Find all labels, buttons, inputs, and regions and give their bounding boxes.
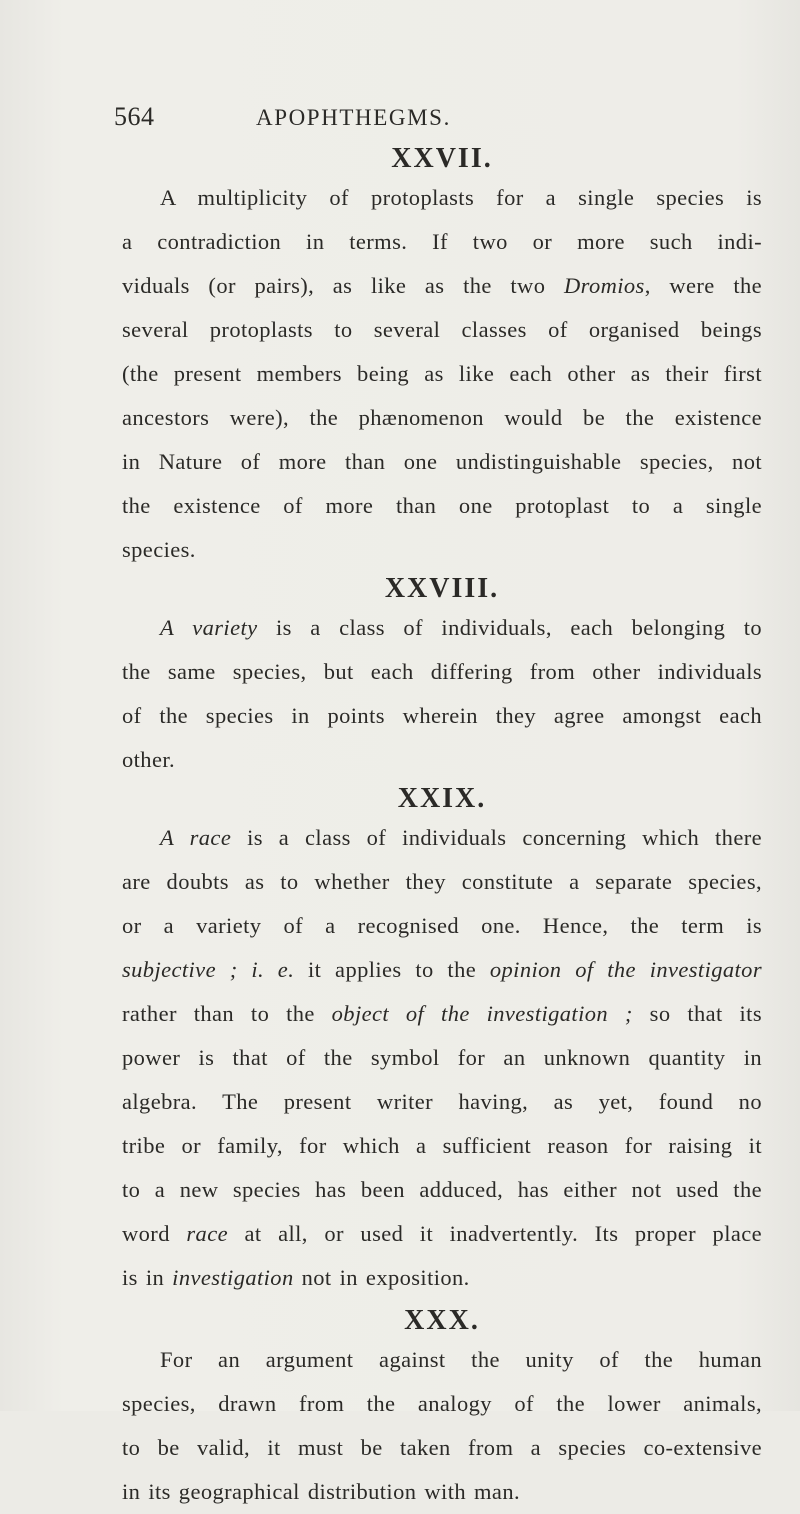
section-heading-xxx: XXX. bbox=[404, 1305, 480, 1336]
text-line: tribe or family, for which a sufficient reason for raising it bbox=[122, 1133, 762, 1158]
text-line: of the species in points wherein they agree amongst each bbox=[122, 703, 762, 728]
text-line: to a new species has been adduced, has either not used the bbox=[122, 1177, 762, 1202]
text-line bbox=[122, 948, 762, 992]
text-segment: word bbox=[122, 1221, 187, 1246]
italic-term: A variety bbox=[160, 615, 258, 640]
text-line: the same species, but each differing from other individuals bbox=[122, 659, 762, 684]
text-segment: it applies to the bbox=[294, 957, 490, 982]
text-segment: at all, or used it inadvertently. Its proper place bbox=[227, 1221, 763, 1246]
italic-term: race bbox=[186, 1221, 228, 1246]
text-line: in its geographical distribution with man. bbox=[122, 1479, 520, 1504]
text-segment: viduals (or pairs), as like as the two bbox=[122, 273, 564, 298]
italic-term: subjective ; i. e. bbox=[122, 957, 295, 982]
section-heading-xxviii: XXVIII. bbox=[384, 573, 500, 604]
paragraph-xxvii bbox=[122, 176, 762, 572]
text-segment: is a class of individuals concerning which there bbox=[231, 825, 763, 850]
page-body bbox=[122, 142, 762, 1514]
text-line bbox=[122, 606, 762, 650]
text-segment: is in bbox=[122, 1265, 173, 1290]
text-line: species, drawn from the analogy of the lower animals, bbox=[122, 1391, 762, 1416]
italic-term: opinion of the investigator bbox=[489, 957, 762, 982]
text-line: power is that of the symbol for an unknown quantity in bbox=[122, 1045, 762, 1070]
paragraph-xxviii bbox=[122, 606, 762, 782]
section-heading-xxix: XXIX. bbox=[397, 783, 487, 814]
paragraph-xxix bbox=[122, 816, 762, 1300]
text-line bbox=[122, 816, 762, 860]
text-segment: so that its bbox=[632, 1001, 762, 1026]
text-segment: rather than to the bbox=[122, 1001, 332, 1026]
paragraph-xxx bbox=[122, 1338, 762, 1514]
text-line bbox=[122, 1256, 762, 1300]
italic-term: object of the investigation ; bbox=[331, 1001, 633, 1026]
text-line bbox=[122, 1212, 762, 1256]
text-line: For an argument against the unity of the human bbox=[160, 1347, 762, 1372]
text-line: several protoplasts to several classes of organised beings bbox=[122, 317, 762, 342]
text-line: species. bbox=[122, 537, 196, 562]
text-line bbox=[122, 264, 762, 308]
italic-term: investigation bbox=[172, 1265, 294, 1290]
text-line: or a variety of a recognised one. Hence, the term is bbox=[122, 913, 762, 938]
text-line: ancestors were), the phænomenon would be the existence bbox=[122, 405, 762, 430]
section-heading-xxvii: XXVII. bbox=[391, 143, 493, 174]
text-line: A multiplicity of protoplasts for a single species is bbox=[160, 185, 762, 210]
text-line: are doubts as to whether they constitute a separate species, bbox=[122, 869, 762, 894]
page-number: 564 bbox=[114, 102, 155, 131]
text-segment: , were the bbox=[644, 273, 763, 298]
text-line: a contradiction in terms. If two or more such indi- bbox=[122, 229, 762, 254]
text-line: in Nature of more than one undistinguishable species, not bbox=[122, 449, 762, 474]
text-segment: A bbox=[160, 825, 190, 850]
italic-term: Dromios bbox=[563, 273, 645, 298]
text-line: the existence of more than one protoplast to a single bbox=[122, 493, 762, 518]
text-line: other. bbox=[122, 747, 176, 772]
text-line bbox=[122, 992, 762, 1036]
text-line: (the present members being as like each other as their first bbox=[122, 361, 762, 386]
text-line: algebra. The present writer having, as yet, found no bbox=[122, 1089, 762, 1114]
text-segment: is a class of individuals, each belonging to bbox=[276, 615, 763, 640]
italic-term: race bbox=[189, 825, 232, 850]
text-segment: not in exposition. bbox=[293, 1265, 470, 1290]
text-line: to be valid, it must be taken from a species co-extensive bbox=[122, 1435, 762, 1460]
page-header bbox=[114, 102, 734, 142]
running-head: APOPHTHEGMS. bbox=[256, 105, 451, 130]
